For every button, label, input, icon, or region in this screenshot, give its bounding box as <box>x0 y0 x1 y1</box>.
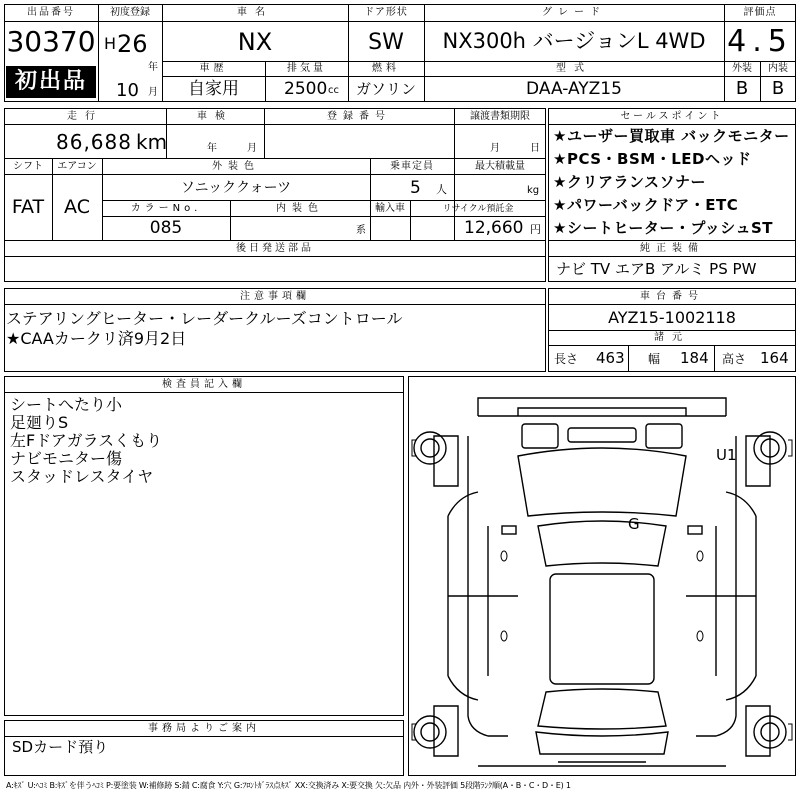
inspection-label: 車検 <box>197 111 233 122</box>
model-label: 型式 <box>556 63 592 74</box>
history-label: 車歴 <box>199 63 228 74</box>
notes-line: ステアリングヒーター・レーダークルーズコントロール <box>6 309 403 328</box>
equipment-label: 純正装備 <box>640 243 704 254</box>
reg-label: 初度登録 <box>110 7 150 18</box>
recycle: 12,660 <box>464 218 524 238</box>
shift: FAT <box>11 196 45 218</box>
lot-label: 出品番号 <box>27 7 75 18</box>
length-label: 長さ <box>554 352 579 366</box>
year-unit: 年 <box>148 62 158 73</box>
sales-point-item: ★PCS・BSM・LEDヘッド <box>553 150 752 168</box>
inspector-label: 検査員記入欄 <box>162 379 246 390</box>
recycle-unit: 円 <box>530 223 541 236</box>
inspector-line: シートへたり小 <box>10 395 123 414</box>
displacement-unit: cc <box>328 85 339 96</box>
capacity-unit: 人 <box>436 183 447 196</box>
car-diagram <box>408 376 796 776</box>
shift-label: シフト <box>13 161 43 172</box>
grade-label: グレード <box>542 7 606 18</box>
reg-month: 10 <box>116 80 139 101</box>
equipment-items: ナビ TV エアB アルミ PS PW <box>556 260 757 278</box>
color-no-label: カラーNo. <box>130 203 202 214</box>
displacement: 2500 <box>284 79 328 99</box>
length: 463 <box>596 349 625 367</box>
height-label: 高さ <box>722 352 747 366</box>
mileage-label: 走行 <box>67 111 103 122</box>
plate-label: 登録番号 <box>327 111 391 122</box>
legend: A:ｷｽﾞ U:ﾍｺﾐ B:ｷｽﾞを伴うﾍｺﾐ P:要塗装 W:補修跡 S:錆 C:腐食 Y:穴 G:ﾌﾛﾝﾄｶﾞﾗｽ点ｷｽﾞ XX:交換済み X:要交換 欠:欠品 内外・外装評価 5段階ﾗﾝｸ順(A・B・C・D・E) 1 <box>6 781 571 790</box>
fuel-label: 燃料 <box>372 63 400 74</box>
notes-line: ★CAAカークリ済9月2日 <box>6 329 187 348</box>
capacity-label: 乗車定員 <box>390 161 434 172</box>
notes-label: 注意事項欄 <box>240 291 310 302</box>
reg-year: 26 <box>117 30 148 58</box>
recycle-label: リサイクル預託金 <box>442 204 514 214</box>
inspector-line: スタッドレスタイヤ <box>10 467 154 486</box>
color-label: 外装色 <box>212 161 260 172</box>
ac: AC <box>64 196 90 218</box>
sales-point-item: ★クリアランスソナー <box>553 173 706 191</box>
height: 164 <box>760 349 789 367</box>
color-no: 085 <box>149 218 183 238</box>
color: ソニッククォーツ <box>180 180 292 196</box>
load-label: 最大積載量 <box>475 161 525 172</box>
sales-point-item: ★パワーバックドア・ETC <box>553 196 739 214</box>
sales-points-label: セールスポイント <box>620 111 724 122</box>
exterior-label: 外装 <box>732 63 752 74</box>
later-parts-label: 後日発送部品 <box>236 243 314 254</box>
ac-label: エアコン <box>57 161 97 172</box>
history: 自家用 <box>188 79 239 99</box>
mileage-unit: km <box>136 130 168 154</box>
capacity: 5 <box>410 178 421 198</box>
inspection-year-unit: 年 <box>207 143 217 154</box>
load-unit: kg <box>527 185 540 196</box>
transfer-label: 譲渡書類期限 <box>470 111 530 122</box>
office-text: SDカード預り <box>12 738 109 756</box>
lot-number: 30370 <box>6 25 96 58</box>
name-label: 車名 <box>237 7 273 18</box>
chassis-label: 車台番号 <box>640 291 704 302</box>
int-color-suffix: 系 <box>356 225 366 236</box>
door-label: ドア形状 <box>364 7 408 18</box>
office-label: 事務局よりご案内 <box>148 723 260 734</box>
door-type: SW <box>368 30 404 55</box>
mileage: 86,688 <box>56 130 132 154</box>
interior-grade: B <box>771 78 785 99</box>
grade: NX300h バージョンL 4WD <box>442 29 706 53</box>
inspector-line: 足廻りS <box>10 413 69 432</box>
model: DAA-AYZ15 <box>526 79 622 99</box>
exterior-grade: B <box>735 78 749 99</box>
width-label: 幅 <box>648 352 661 366</box>
fuel: ガソリン <box>355 80 416 98</box>
int-color-label: 内装色 <box>276 203 324 214</box>
month-unit: 月 <box>148 87 158 98</box>
inspector-line: 左Fドアガラスくもり <box>10 431 163 450</box>
interior-label: 内装 <box>768 63 788 74</box>
car-name: NX <box>237 28 273 56</box>
transfer-day-unit: 日 <box>530 143 540 154</box>
displacement-label: 排気量 <box>287 63 326 74</box>
damage-mark-u1: U1 <box>716 446 737 464</box>
inspection-month-unit: 月 <box>247 143 257 154</box>
first-listing-badge: 初出品 <box>6 66 96 98</box>
transfer-month-unit: 月 <box>490 143 500 154</box>
dimensions-label: 諸元 <box>654 332 690 343</box>
import-label: 輸入車 <box>375 203 405 214</box>
era: H <box>104 34 117 53</box>
sales-point-item: ★ユーザー買取車 バックモニター <box>553 127 790 145</box>
width: 184 <box>680 349 709 367</box>
damage-mark-g: G <box>628 515 640 533</box>
inspector-line: ナビモニター傷 <box>10 449 123 468</box>
sales-point-item: ★シートヒーター・プッシュST <box>553 219 774 237</box>
score-label: 評価点 <box>743 7 777 18</box>
chassis-number: AYZ15-1002118 <box>608 308 736 327</box>
score: 4.5 <box>727 24 793 59</box>
